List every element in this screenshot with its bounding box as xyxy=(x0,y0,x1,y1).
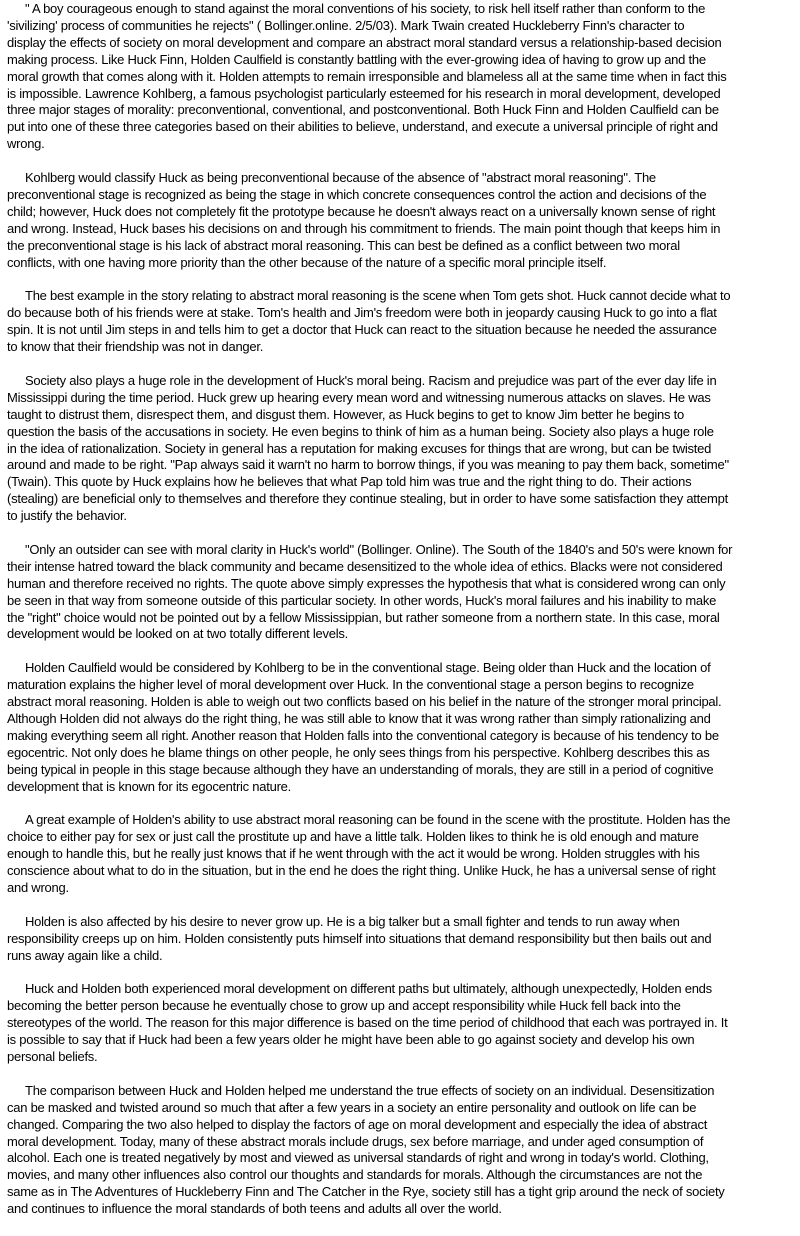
text-line: making process. Like Huck Finn, Holden Caulfield is constantly battling with the ever-growing idea of having to grow up and the xyxy=(7,51,706,67)
text-line: moral growth that comes along with it. Holden attempts to remain irresponsible and blameless all at the same time when in fact this xyxy=(7,68,727,84)
text-line: maturation explains the higher level of moral development over Huck. In the conventional stage a person begins to recognize xyxy=(7,677,694,693)
text-line: making everything seem all right. Another reason that Holden falls into the conventional category is because of his tendency to be xyxy=(7,727,719,743)
text-line: alcohol. Each one is treated negatively by most and viewed as universal standards of right and wrong in today's world. Clothing, xyxy=(7,1150,709,1166)
text-line: Huck and Holden both experienced moral development on different paths but ultimately, although unexpectedly, Holden ends xyxy=(25,981,712,997)
text-line: do because both of his friends were at stake. Tom's health and Jim's freedom were both in jeopardy causing Huck to go into a flat xyxy=(7,305,717,321)
paragraph xyxy=(7,914,800,965)
text-line: movies, and many other influences also control our thoughts and standards for morals. Although the circumstances are not the xyxy=(7,1167,703,1183)
text-line: wrong. xyxy=(7,136,45,152)
text-line: (stealing) are beneficial only to themselves and therefore they continue stealing, but in order to have some satisfaction they attempt xyxy=(7,491,728,507)
text-line: around and made to be right. "Pap always said it warn't no harm to borrow things, if you was meaning to pay them back, sometime" xyxy=(7,457,729,473)
text-line: child; however, Huck does not completely fit the prototype because he doesn't always react on a universally known sense of right xyxy=(7,203,716,219)
text-line: A great example of Holden's ability to use abstract moral reasoning can be found in the scene with the prostitute. Holden has the xyxy=(25,812,731,828)
text-line: "Only an outsider can see with moral clarity in Huck's world" (Bollinger. Online). The South of the 1840's and 50's were known for xyxy=(25,541,733,557)
text-line: can be masked and twisted around so much that after a few years in a society an entire personality and outlook on life can be xyxy=(7,1099,697,1115)
text-line: abstract moral reasoning. Holden is able to weigh out two conflicts based on his belief in the nature of the stronger moral principal. xyxy=(7,694,722,710)
text-line: 'sivilizing' process of communities he rejects" ( Bollinger.online. 2/5/03). Mark Twain created Huckleberry Finn's character to xyxy=(7,17,685,33)
text-line: question the basis of the accusations in society. He even begins to think of him as a human being. Society also plays a huge role xyxy=(7,423,714,439)
text-line: human and therefore received no rights. The quote above simply expresses the hypothesis that what is considered wrong can only xyxy=(7,575,726,591)
text-line: responsibility creeps up on him. Holden consistently puts himself into situations that demand responsibility but then bails out and xyxy=(7,930,712,946)
text-line: in the idea of rationalization. Society in general has a reputation for making excuses for things that are wrong, but can be twisted xyxy=(7,440,712,456)
text-line: choice to either pay for sex or just call the prostitute up and have a little talk. Holden likes to think he is old enough and mature xyxy=(7,829,699,845)
text-line: moral development. Today, many of these abstract morals include drugs, sex before marriage, and under aged consumption of xyxy=(7,1133,704,1149)
paragraph xyxy=(7,170,800,271)
paragraph xyxy=(7,373,800,525)
text-line: same as in The Adventures of Huckleberry Finn and The Catcher in the Rye, society still has a tight grip around the neck of society xyxy=(7,1184,725,1200)
text-line: to justify the behavior. xyxy=(7,508,127,524)
text-line: put into one of these three categories based on their abilities to believe, understand, and execute a universal principle of right and xyxy=(7,119,718,135)
text-line: preconventional stage is recognized as being the stage in which concrete consequences control the action and decisions of the xyxy=(7,186,707,202)
text-line: (Twain). This quote by Huck explains how he believes that what Pap told him was true and the right thing to do. Their actions xyxy=(7,474,692,490)
text-line: conscience about what to do in the situation, but in the end he does the right thing. Unlike Huck, he has a universal sense of right xyxy=(7,863,716,879)
text-line: taught to distrust them, disrespect them, and disgust them. However, as Huck begins to get to know Jim better he begins to xyxy=(7,406,684,422)
text-line: The best example in the story relating to abstract moral reasoning is the scene when Tom gets shot. Huck cannot decide what to xyxy=(25,288,731,304)
text-line: is impossible. Lawrence Kohlberg, a famous psychologist particularly esteemed for his research in moral development, developed xyxy=(7,85,721,101)
text-line: spin. It is not until Jim steps in and tells him to get a doctor that Huck can react to the situation because he needed the assurance xyxy=(7,322,717,338)
text-line: becoming the better person because he eventually chose to grow up and accept responsibility while Huck fell back into the xyxy=(7,998,681,1014)
text-line: changed. Comparing the two also helped to display the factors of age on moral development and especially the idea of abstract xyxy=(7,1116,708,1132)
text-line: personal beliefs. xyxy=(7,1049,98,1065)
text-line: Holden Caulfield would be considered by Kohlberg to be in the conventional stage. Being older than Huck and the location of xyxy=(25,660,711,676)
text-line: Although Holden did not always do the right thing, he was still able to know that it was wrong rather than simply rationalizing and xyxy=(7,710,711,726)
paragraph xyxy=(7,812,800,897)
text-line: egocentric. Not only does he blame things on other people, he only sees things from his perspective. Kohlberg describes this as xyxy=(7,744,710,760)
text-line: development that is known for its egocentric nature. xyxy=(7,778,291,794)
text-line: conflicts, with one having more priority than the other because of the nature of a specific moral principle itself. xyxy=(7,254,607,270)
paragraph xyxy=(7,660,800,795)
text-line: to know that their friendship was not in danger. xyxy=(7,339,264,355)
text-line: being typical in people in this stage because although they have an understanding of morals, they are still in a period of cognitive xyxy=(7,761,714,777)
text-line: " A boy courageous enough to stand against the moral conventions of his society, to risk hell itself rather than conform to the xyxy=(25,1,706,16)
text-line: display the effects of society on moral development and compare an abstract moral standard versus a relationship-based decision xyxy=(7,34,722,50)
text-line: and continues to influence the moral standards of both teens and adults all over the world. xyxy=(7,1201,502,1217)
text-line: the "right" choice would not be pointed out by a fellow Mississippian, but rather someone from a northern state. In this case, moral xyxy=(7,609,720,625)
text-line: The comparison between Huck and Holden helped me understand the true effects of society on an individual. Desensitization xyxy=(25,1082,715,1098)
text-line: be seen in that way from someone outside of this particular society. In other words, Huck's moral failures and his inability to make xyxy=(7,592,717,608)
text-line: Mississippi during the time period. Huck grew up hearing every mean word and witnessing numerous attacks on slaves. He was xyxy=(7,389,711,405)
text-line: and wrong. xyxy=(7,880,69,896)
text-line: development would be looked on at two totally different levels. xyxy=(7,626,349,642)
text-line: three major stages of morality: preconventional, conventional, and postconventional. Both Huck Finn and Holden Caulfield can be xyxy=(7,102,719,118)
text-line: is possible to say that if Huck had been a few years older he might have been able to go against society and develop his own xyxy=(7,1032,695,1048)
text-line: runs away again like a child. xyxy=(7,947,163,963)
text-line: Kohlberg would classify Huck as being preconventional because of the absence of "abstract moral reasoning". The xyxy=(25,170,656,186)
paragraph xyxy=(7,1083,800,1218)
text-line: their intense hatred toward the black community and became desensitized to the whole idea of ethics. Blacks were not considered xyxy=(7,558,723,574)
text-line: the preconventional stage is his lack of abstract moral reasoning. This can best be defined as a conflict between two moral xyxy=(7,237,680,253)
text-line: Holden is also affected by his desire to never grow up. He is a big talker but a small fighter and tends to run away when xyxy=(25,913,680,929)
text-line: enough to handle this, but he really just knows that if he went through with the act it would be wrong. Holden struggles with his xyxy=(7,846,700,862)
paragraph xyxy=(7,542,800,643)
paragraph xyxy=(7,981,800,1066)
text-line: and wrong. Instead, Huck bases his decisions on and through his commitment to friends. The main point though that keeps him in xyxy=(7,220,721,236)
paragraph xyxy=(7,288,800,356)
paragraph xyxy=(7,1,800,153)
text-line: Society also plays a huge role in the development of Huck's moral being. Racism and prejudice was part of the ever day life in xyxy=(25,372,717,388)
text-line: stereotypes of the world. The reason for this major difference is based on the time period of childhood that each was portrayed in. It xyxy=(7,1015,728,1031)
